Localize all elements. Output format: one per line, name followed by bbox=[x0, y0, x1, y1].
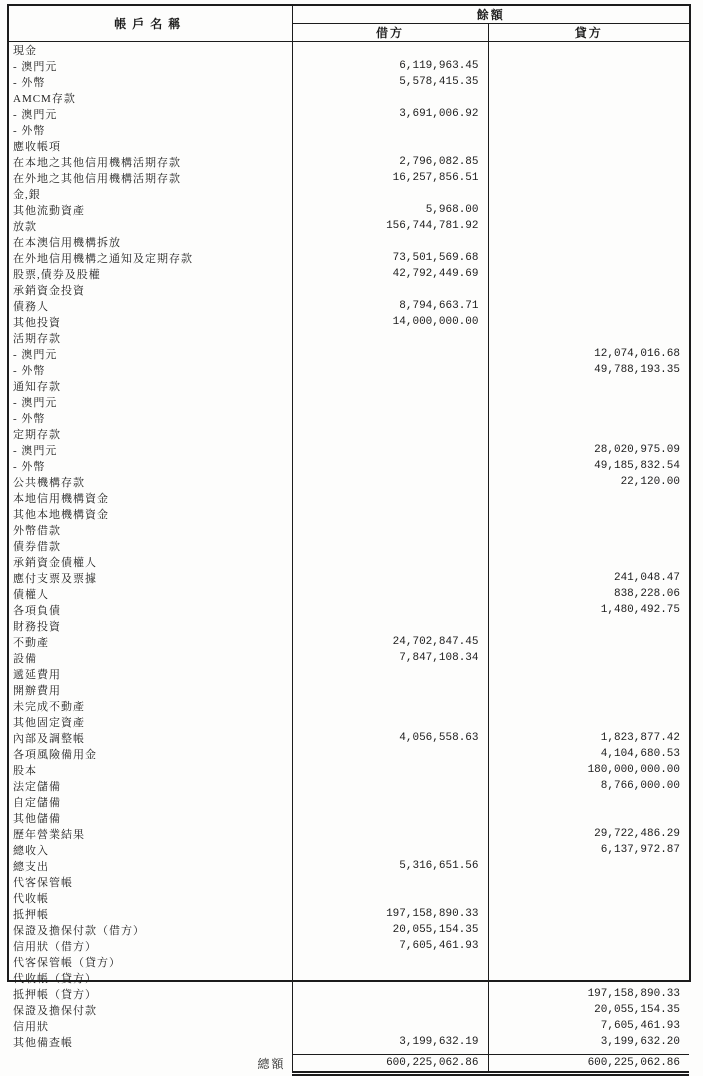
account-name: 法定儲備 bbox=[9, 778, 292, 794]
trial-balance-table bbox=[9, 6, 689, 1076]
table-row bbox=[9, 922, 689, 938]
table-row bbox=[9, 298, 689, 314]
debit-value bbox=[292, 458, 488, 474]
credit-value bbox=[488, 218, 689, 234]
credit-value: 49,185,832.54 bbox=[594, 460, 680, 472]
table-row bbox=[9, 1018, 689, 1034]
table-row bbox=[9, 954, 689, 970]
account-name: - 澳門元 bbox=[9, 106, 292, 122]
table-row bbox=[9, 186, 689, 202]
debit-value bbox=[292, 682, 488, 698]
account-name: - 外幣 bbox=[9, 74, 292, 90]
table-row bbox=[9, 682, 689, 698]
table-row bbox=[9, 570, 689, 586]
account-name: 其他投資 bbox=[9, 314, 292, 330]
credit-value bbox=[488, 106, 689, 122]
account-name: 歷年營業結果 bbox=[9, 826, 292, 842]
table-row bbox=[9, 826, 689, 842]
account-name: 債權人 bbox=[9, 586, 292, 602]
table-row bbox=[9, 314, 689, 330]
debit-value bbox=[292, 874, 488, 890]
debit-value bbox=[292, 714, 488, 730]
table-row bbox=[9, 426, 689, 442]
trial-balance-sheet bbox=[7, 4, 691, 1071]
debit-value bbox=[292, 762, 488, 778]
account-name: - 外幣 bbox=[9, 362, 292, 378]
account-name: 抵押帳 bbox=[9, 906, 292, 922]
debit-value bbox=[292, 826, 488, 842]
total-label: 總額 bbox=[9, 1054, 292, 1073]
debit-value bbox=[292, 778, 488, 794]
credit-value bbox=[488, 138, 689, 154]
total-credit-value: 600,225,062.86 bbox=[488, 1054, 689, 1073]
credit-value bbox=[488, 42, 689, 59]
debit-value bbox=[292, 282, 488, 298]
table-row bbox=[9, 714, 689, 730]
debit-value: 6,119,963.45 bbox=[292, 58, 488, 74]
table-footer bbox=[9, 1050, 689, 1073]
table-row bbox=[9, 362, 689, 378]
account-name: 其他固定資產 bbox=[9, 714, 292, 730]
account-name: 遞延費用 bbox=[9, 666, 292, 682]
table-row bbox=[9, 618, 689, 634]
table-row bbox=[9, 554, 689, 570]
credit-value: 180,000,000.00 bbox=[587, 764, 680, 776]
account-name: - 外幣 bbox=[9, 410, 292, 426]
account-name: 其他儲備 bbox=[9, 810, 292, 826]
credit-value bbox=[488, 90, 689, 106]
debit-value bbox=[292, 570, 488, 586]
credit-value bbox=[488, 682, 689, 698]
debit-value bbox=[292, 666, 488, 682]
debit-value: 14,000,000.00 bbox=[292, 314, 488, 330]
debit-value: 7,605,461.93 bbox=[292, 938, 488, 954]
table-row bbox=[9, 938, 689, 954]
account-name: 各項風險備用金 bbox=[9, 746, 292, 762]
debit-value bbox=[292, 842, 488, 858]
account-name: 放款 bbox=[9, 218, 292, 234]
account-name: 財務投資 bbox=[9, 618, 292, 634]
account-name: 定期存款 bbox=[9, 426, 292, 442]
debit-value: 3,691,006.92 bbox=[292, 106, 488, 122]
credit-value bbox=[488, 794, 689, 810]
credit-value bbox=[488, 650, 689, 666]
table-row bbox=[9, 42, 689, 59]
account-name: - 澳門元 bbox=[9, 58, 292, 74]
table-row bbox=[9, 170, 689, 186]
debit-value bbox=[292, 394, 488, 410]
credit-value bbox=[488, 938, 689, 954]
credit-value bbox=[488, 890, 689, 906]
account-name: 應付支票及票據 bbox=[9, 570, 292, 586]
account-name: 總支出 bbox=[9, 858, 292, 874]
debit-value bbox=[292, 698, 488, 714]
credit-value bbox=[488, 394, 689, 410]
debit-value bbox=[292, 362, 488, 378]
credit-value bbox=[488, 554, 689, 570]
debit-value bbox=[292, 42, 488, 59]
table-row bbox=[9, 794, 689, 810]
account-name: 債務人 bbox=[9, 298, 292, 314]
credit-value: 241,048.47 bbox=[613, 572, 680, 584]
table-row bbox=[9, 282, 689, 298]
account-name: 本地信用機構資金 bbox=[9, 490, 292, 506]
debit-value: 5,968.00 bbox=[292, 202, 488, 218]
credit-value bbox=[488, 266, 689, 282]
credit-value bbox=[488, 490, 689, 506]
table-row bbox=[9, 458, 689, 474]
credit-value: 28,020,975.09 bbox=[594, 444, 680, 456]
account-name: 公共機構存款 bbox=[9, 474, 292, 490]
account-name: 承銷資金投資 bbox=[9, 282, 292, 298]
debit-value bbox=[292, 90, 488, 106]
credit-value: 20,055,154.35 bbox=[594, 1004, 680, 1016]
credit-value: 6,137,972.87 bbox=[600, 844, 680, 856]
credit-value: 12,074,016.68 bbox=[594, 348, 680, 360]
credit-value bbox=[488, 298, 689, 314]
account-name: 設備 bbox=[9, 650, 292, 666]
table-row bbox=[9, 874, 689, 890]
account-name: 現金 bbox=[9, 42, 292, 59]
credit-value: 1,480,492.75 bbox=[600, 604, 680, 616]
credit-value: 29,722,486.29 bbox=[594, 828, 680, 840]
account-name: 抵押帳（貸方） bbox=[9, 986, 292, 1002]
debit-value: 197,158,890.33 bbox=[292, 906, 488, 922]
debit-value bbox=[292, 986, 488, 1002]
table-header bbox=[9, 6, 689, 42]
debit-value bbox=[292, 490, 488, 506]
account-name: 在本地之其他信用機構活期存款 bbox=[9, 154, 292, 170]
table-row bbox=[9, 698, 689, 714]
account-name: 信用狀（借方） bbox=[9, 938, 292, 954]
debit-value bbox=[292, 410, 488, 426]
account-name: 內部及調整帳 bbox=[9, 730, 292, 746]
debit-value bbox=[292, 378, 488, 394]
credit-value: 22,120.00 bbox=[620, 476, 680, 488]
debit-value: 8,794,663.71 bbox=[292, 298, 488, 314]
credit-value: 4,104,680.53 bbox=[600, 748, 680, 760]
account-name: 應收帳項 bbox=[9, 138, 292, 154]
table-row bbox=[9, 138, 689, 154]
debit-value bbox=[292, 426, 488, 442]
account-name: 代收帳 bbox=[9, 890, 292, 906]
account-name: 開辦費用 bbox=[9, 682, 292, 698]
credit-value bbox=[488, 170, 689, 186]
account-name: 在外地之其他信用機構活期存款 bbox=[9, 170, 292, 186]
total-row bbox=[9, 1054, 689, 1073]
account-name: 總收入 bbox=[9, 842, 292, 858]
account-name: 股票,債券及股權 bbox=[9, 266, 292, 282]
table-row bbox=[9, 266, 689, 282]
table-row bbox=[9, 442, 689, 458]
account-name: - 澳門元 bbox=[9, 346, 292, 362]
table-row bbox=[9, 666, 689, 682]
account-name: 活期存款 bbox=[9, 330, 292, 346]
table-row bbox=[9, 490, 689, 506]
credit-value bbox=[488, 426, 689, 442]
account-name: 代收帳（貸方） bbox=[9, 970, 292, 986]
credit-value bbox=[488, 698, 689, 714]
credit-value bbox=[488, 714, 689, 730]
debit-value: 4,056,558.63 bbox=[292, 730, 488, 746]
credit-value bbox=[488, 202, 689, 218]
table-row bbox=[9, 1002, 689, 1018]
total-debit-value: 600,225,062.86 bbox=[292, 1054, 488, 1073]
debit-value bbox=[292, 474, 488, 490]
account-name: 其他流動資產 bbox=[9, 202, 292, 218]
account-name: 代客保管帳（貸方） bbox=[9, 954, 292, 970]
debit-value bbox=[292, 442, 488, 458]
credit-value bbox=[488, 186, 689, 202]
account-name: - 澳門元 bbox=[9, 394, 292, 410]
account-name: 債券借款 bbox=[9, 538, 292, 554]
column-header-debit: 借方 bbox=[292, 24, 488, 42]
account-name: 外幣借款 bbox=[9, 522, 292, 538]
credit-value: 838,228.06 bbox=[613, 588, 680, 600]
account-name: 金,銀 bbox=[9, 186, 292, 202]
credit-value bbox=[488, 906, 689, 922]
table-row bbox=[9, 58, 689, 74]
table-row bbox=[9, 378, 689, 394]
credit-value bbox=[488, 538, 689, 554]
column-header-balance: 餘額 bbox=[292, 6, 689, 24]
account-name: 其他本地機構資金 bbox=[9, 506, 292, 522]
credit-value: 7,605,461.93 bbox=[600, 1020, 680, 1032]
credit-value bbox=[488, 666, 689, 682]
debit-value bbox=[292, 554, 488, 570]
table-row bbox=[9, 634, 689, 650]
table-row bbox=[9, 746, 689, 762]
credit-value bbox=[488, 154, 689, 170]
credit-value bbox=[488, 634, 689, 650]
account-name: AMCM存款 bbox=[9, 90, 292, 106]
account-name: 保證及擔保付款（借方） bbox=[9, 922, 292, 938]
account-name: 其他備查帳 bbox=[9, 1034, 292, 1050]
account-name: 通知存款 bbox=[9, 378, 292, 394]
debit-value bbox=[292, 970, 488, 986]
debit-value: 7,847,108.34 bbox=[292, 650, 488, 666]
debit-value bbox=[292, 506, 488, 522]
debit-value bbox=[292, 1002, 488, 1018]
account-name: 股本 bbox=[9, 762, 292, 778]
table-row bbox=[9, 858, 689, 874]
credit-value bbox=[488, 522, 689, 538]
debit-value: 3,199,632.19 bbox=[292, 1034, 488, 1050]
account-name: 承銷資金債權人 bbox=[9, 554, 292, 570]
table-row bbox=[9, 122, 689, 138]
credit-value bbox=[488, 314, 689, 330]
account-name: 未完成不動產 bbox=[9, 698, 292, 714]
table-row bbox=[9, 506, 689, 522]
table-row bbox=[9, 730, 689, 746]
table-row bbox=[9, 106, 689, 122]
debit-value bbox=[292, 618, 488, 634]
table-row bbox=[9, 986, 689, 1002]
table-row bbox=[9, 810, 689, 826]
debit-value: 24,702,847.45 bbox=[292, 634, 488, 650]
table-row bbox=[9, 650, 689, 666]
table-row bbox=[9, 218, 689, 234]
credit-value bbox=[488, 378, 689, 394]
credit-value bbox=[488, 410, 689, 426]
debit-value bbox=[292, 138, 488, 154]
debit-value bbox=[292, 794, 488, 810]
account-name: 代客保管帳 bbox=[9, 874, 292, 890]
credit-value: 197,158,890.33 bbox=[587, 988, 680, 1000]
table-row bbox=[9, 1034, 689, 1050]
account-name: 信用狀 bbox=[9, 1018, 292, 1034]
credit-value bbox=[488, 858, 689, 874]
table-row bbox=[9, 586, 689, 602]
debit-value bbox=[292, 234, 488, 250]
credit-value bbox=[488, 282, 689, 298]
table-row bbox=[9, 346, 689, 362]
debit-value bbox=[292, 810, 488, 826]
debit-value: 2,796,082.85 bbox=[292, 154, 488, 170]
column-header-account-name: 帳戶名稱 bbox=[9, 6, 292, 42]
debit-value: 156,744,781.92 bbox=[292, 218, 488, 234]
table-row bbox=[9, 410, 689, 426]
table-row bbox=[9, 394, 689, 410]
column-header-credit: 貸方 bbox=[488, 24, 689, 42]
credit-value bbox=[488, 234, 689, 250]
table-row bbox=[9, 250, 689, 266]
debit-value bbox=[292, 602, 488, 618]
credit-value bbox=[488, 810, 689, 826]
debit-value: 5,316,651.56 bbox=[292, 858, 488, 874]
debit-value bbox=[292, 122, 488, 138]
debit-value bbox=[292, 1018, 488, 1034]
account-name: - 外幣 bbox=[9, 458, 292, 474]
table-row bbox=[9, 522, 689, 538]
credit-value bbox=[488, 954, 689, 970]
table-row bbox=[9, 90, 689, 106]
table-row bbox=[9, 154, 689, 170]
debit-value: 5,578,415.35 bbox=[292, 74, 488, 90]
credit-value bbox=[488, 506, 689, 522]
table-row bbox=[9, 842, 689, 858]
credit-value bbox=[488, 922, 689, 938]
credit-value: 49,788,193.35 bbox=[594, 364, 680, 376]
account-name: - 外幣 bbox=[9, 122, 292, 138]
debit-value bbox=[292, 746, 488, 762]
credit-value bbox=[488, 58, 689, 74]
debit-value: 16,257,856.51 bbox=[292, 170, 488, 186]
debit-value bbox=[292, 330, 488, 346]
table-row bbox=[9, 762, 689, 778]
account-name: 在本澳信用機構拆放 bbox=[9, 234, 292, 250]
credit-value: 3,199,632.20 bbox=[600, 1036, 680, 1048]
table-row bbox=[9, 890, 689, 906]
credit-value bbox=[488, 618, 689, 634]
table-row bbox=[9, 538, 689, 554]
account-name: 不動產 bbox=[9, 634, 292, 650]
table-body bbox=[9, 42, 689, 1051]
table-row bbox=[9, 74, 689, 90]
debit-value bbox=[292, 346, 488, 362]
debit-value bbox=[292, 522, 488, 538]
credit-value bbox=[488, 122, 689, 138]
debit-value bbox=[292, 186, 488, 202]
account-name: 保證及擔保付款 bbox=[9, 1002, 292, 1018]
account-name: - 澳門元 bbox=[9, 442, 292, 458]
debit-value bbox=[292, 586, 488, 602]
table-row bbox=[9, 474, 689, 490]
account-name: 各項負債 bbox=[9, 602, 292, 618]
credit-value: 8,766,000.00 bbox=[600, 780, 680, 792]
debit-value bbox=[292, 954, 488, 970]
table-row bbox=[9, 202, 689, 218]
table-row bbox=[9, 602, 689, 618]
table-row bbox=[9, 906, 689, 922]
credit-value bbox=[488, 330, 689, 346]
debit-value: 20,055,154.35 bbox=[292, 922, 488, 938]
table-row bbox=[9, 778, 689, 794]
credit-value bbox=[488, 874, 689, 890]
credit-value bbox=[488, 970, 689, 986]
table-row bbox=[9, 330, 689, 346]
credit-value: 1,823,877.42 bbox=[600, 732, 680, 744]
credit-value bbox=[488, 250, 689, 266]
account-name: 自定儲備 bbox=[9, 794, 292, 810]
debit-value: 73,501,569.68 bbox=[292, 250, 488, 266]
debit-value bbox=[292, 890, 488, 906]
table-row bbox=[9, 970, 689, 986]
table-row bbox=[9, 234, 689, 250]
credit-value bbox=[488, 74, 689, 90]
debit-value bbox=[292, 538, 488, 554]
account-name: 在外地信用機構之通知及定期存款 bbox=[9, 250, 292, 266]
debit-value: 42,792,449.69 bbox=[292, 266, 488, 282]
